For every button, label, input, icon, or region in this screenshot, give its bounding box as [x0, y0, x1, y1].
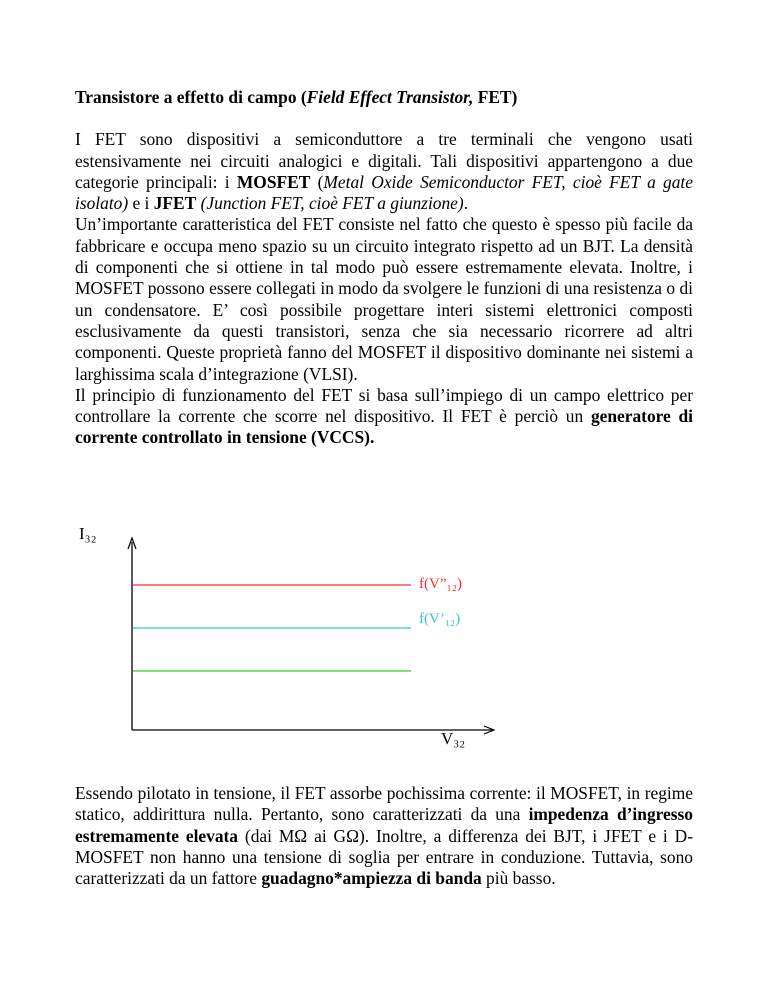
term-mosfet: MOSFET — [236, 171, 311, 192]
term-input-impedance: impedenza d’ingresso estremamente elevata — [75, 804, 693, 846]
diagram-svg — [75, 520, 495, 760]
curve-red-label: f(V”₁₂) — [419, 576, 462, 592]
y-axis-label: I₃₂ — [79, 524, 97, 543]
term-vccs: generatore di corrente controllato in tensione (VCCS). — [75, 406, 693, 448]
x-axis-label: V₃₂ — [441, 729, 466, 748]
title-italic: Field Effect Transistor, — [306, 87, 474, 107]
curve-cyan-label: f(V’₁₂) — [419, 611, 461, 627]
title-text: Transistore a effetto di campo ( — [75, 87, 307, 107]
title-end: FET) — [473, 87, 518, 107]
paragraph-fet-advantages: Un’importante caratteristica del FET consiste nel fatto che questo è spesso più facile da fabbricare e occupa meno spazio su un circuito integrato rispetto ad un BJT. La densità di componenti che si ottiene in tal modo può essere estremamente elevata. Inoltre, i MOSFET possono essere collegati in modo da svolgere le funzioni di una resistenza o di un condensatore. E’ così possibile progettare interi sistemi elettronici composti esclusivamente da questi transistori, senza che sia necessario ricorrere ad altri componenti. Queste proprietà fanno del MOSFET il dispositivo dominante nei sistemi a larghissima scala d’integrazione (VLSI). — [75, 214, 693, 384]
paragraph-fet-intro: I FET sono dispositivi a semiconduttore a tre terminali che vengono usati estensivamente nei circuiti analogici e digitali. Tali dispositivi appartengono a due categorie principali: i MOSFET (Metal Oxide Semiconductor FET, cioè FET a gate isolato) e i JFET (Junction FET, cioè FET a giunzione). — [75, 129, 693, 214]
paragraph-fet-principle: Il principio di funzionamento del FET si basa sull’impiego di un campo elettrico per controllare la corrente che scorre nel dispositivo. Il FET è perciò un generatore di corrente controllato in tensione (VCCS). — [75, 384, 693, 448]
term-gain-bandwidth: guadagno*ampiezza di banda — [261, 868, 482, 889]
term-jfet: JFET — [153, 193, 197, 214]
fet-characteristic-diagram — [75, 520, 495, 760]
document-title — [75, 87, 693, 108]
paragraph-fet-impedance: Essendo pilotato in tensione, il FET assorbe pochissima corrente: il MOSFET, in regime statico, addirittura nulla. Pertanto, sono caratterizzati da una impedenza d’ingresso estremamente elevata (dai MΩ ai GΩ). Inoltre, a differenza dei BJT, i JFET e i D-MOSFET non hanno una tensione di soglia per entrare in conduzione. Tuttavia, sono caratterizzati da un fattore guadagno*ampiezza di banda più basso. — [75, 783, 693, 889]
document-body — [75, 87, 693, 449]
